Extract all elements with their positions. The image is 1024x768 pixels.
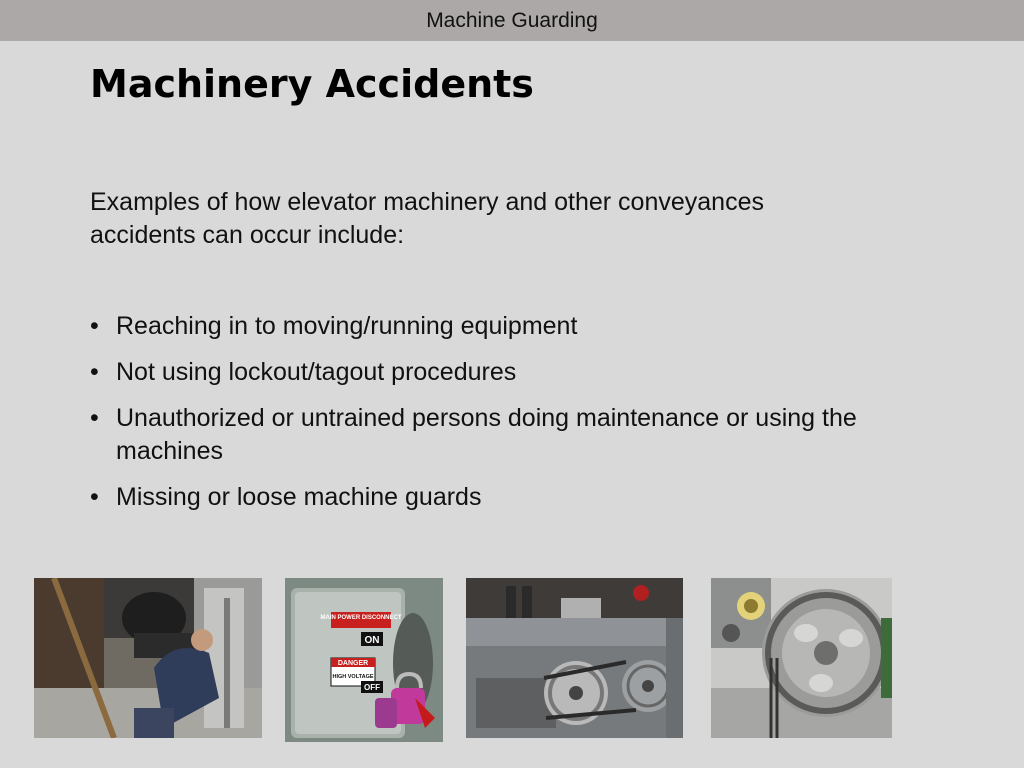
label-main-power: MAIN POWER DISCONNECT — [320, 615, 402, 621]
photo-elevator-sheaves — [466, 578, 683, 738]
bullet-list — [90, 310, 910, 527]
label-high-voltage: HIGH VOLTAGE — [332, 674, 374, 680]
bullet-item: • Reaching in to moving/running equipment — [90, 310, 910, 343]
label-danger: DANGER — [337, 660, 369, 667]
bullet-item: • Unauthorized or untrained persons doing maintenance or using the machines — [90, 402, 910, 468]
label-on: ON — [364, 635, 380, 646]
intro-text: Examples of how elevator machinery and other conveyances accidents can occur include: — [90, 188, 764, 249]
label-off: OFF — [364, 683, 380, 692]
photo-power-disconnect-lockout — [285, 578, 443, 742]
photo-worker-machine-room — [34, 578, 262, 738]
bullet-item: • Missing or loose machine guards — [90, 481, 910, 514]
bullet-item: • Not using lockout/tagout procedures — [90, 356, 910, 389]
header-bar — [0, 0, 1024, 41]
slide-title: Machinery Accidents — [90, 62, 534, 106]
header-title: Machine Guarding — [426, 8, 598, 32]
photo-traction-sheave — [711, 578, 892, 738]
